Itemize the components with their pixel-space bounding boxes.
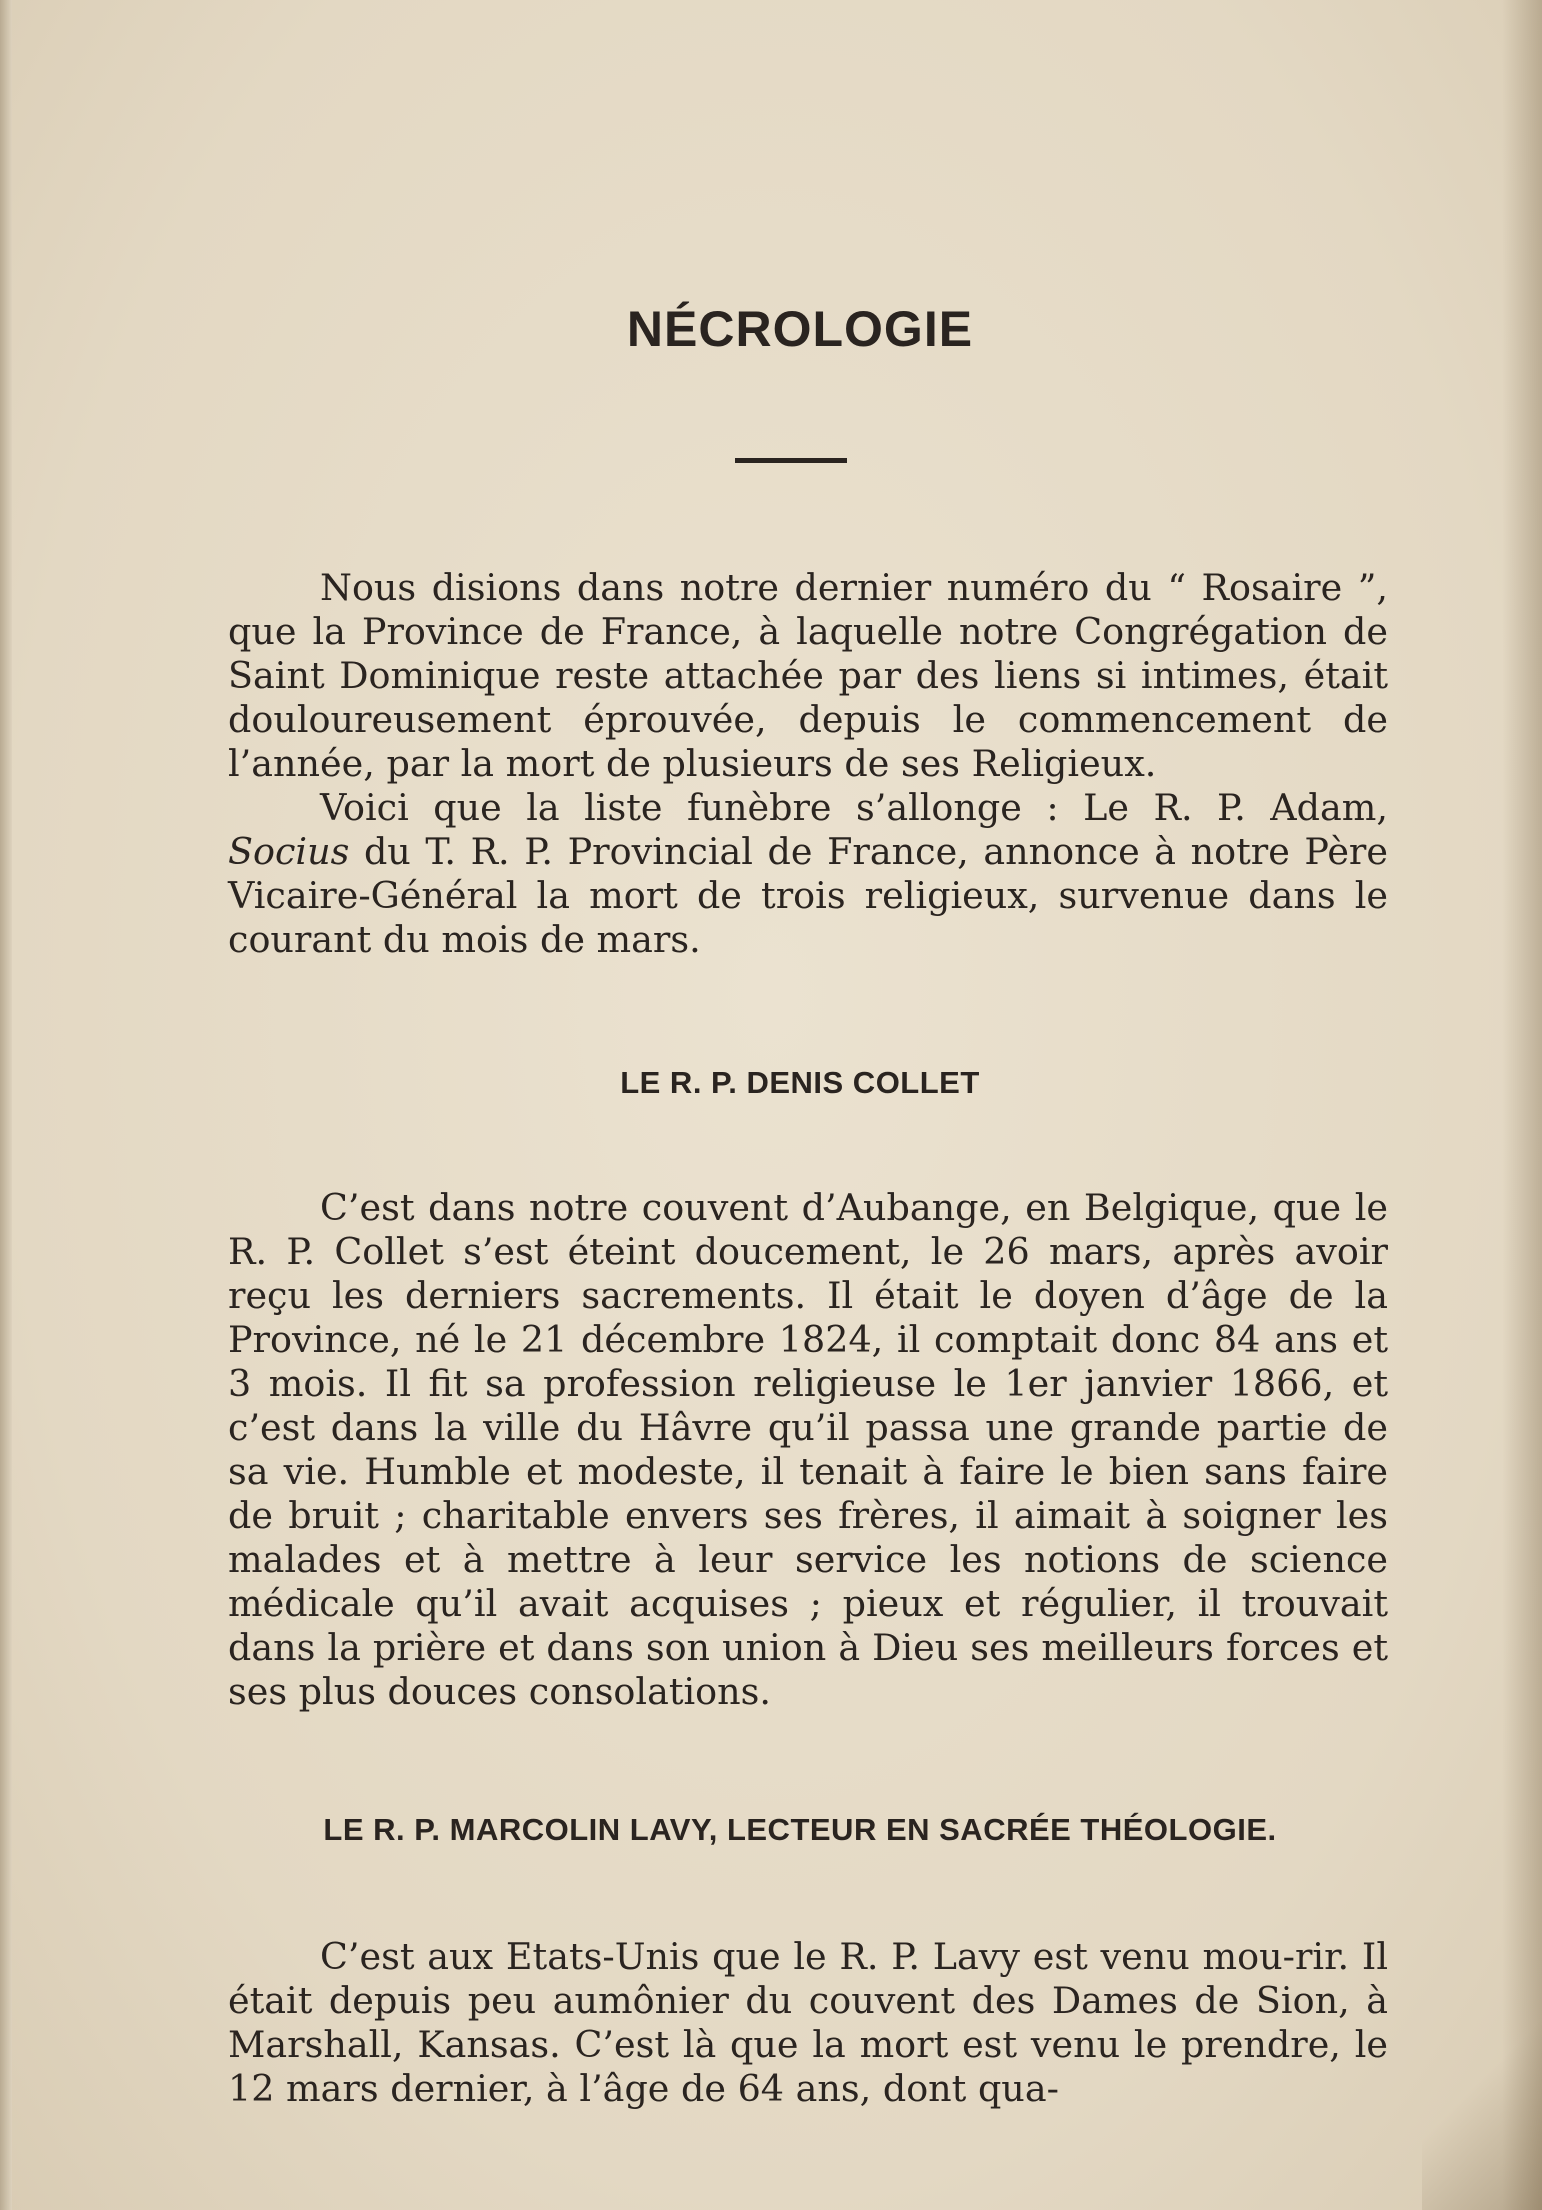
title-rule bbox=[735, 458, 847, 463]
page-corner-shadow bbox=[1422, 2010, 1542, 2210]
intro-p2-rest: du T. R. P. Provincial de France, annonce à notre Père Vicaire-Général la mort de trois religieux, survenue dans le courant du mois de mars. bbox=[228, 830, 1388, 961]
socius-word: Socius bbox=[228, 830, 350, 873]
page-title: NÉCROLOGIE bbox=[626, 301, 974, 357]
section-heading-collet: LE R. P. DENIS COLLET bbox=[620, 1065, 980, 1100]
section-heading-lavy: LE R. P. MARCOLIN LAVY, LECTEUR EN SACRÉE THÉOLOGIE. bbox=[323, 1812, 1277, 1847]
intro-p2-start: Voici que la liste funèbre s’allonge : Le R. P. Adam, bbox=[320, 786, 1388, 829]
intro-paragraph-2 bbox=[228, 786, 1388, 962]
intro-paragraph-1: Nous disions dans notre dernier numéro du “ Rosaire ”, que la Province de France, à laquelle notre Congrégation de Saint Dominique reste attachée par des liens si intimes, était douloureusement éprouvée, depuis le commencement de l’année, par la mort de plusieurs de ses Religieux. bbox=[228, 566, 1388, 785]
section-text-lavy: C’est aux Etats-Unis que le R. P. Lavy est venu mou-rir. Il était depuis peu aumônier du couvent des Dames de Sion, à Marshall, Kansas. C’est là que la mort est venu le prendre, le 12 mars dernier, à l’âge de 64 ans, dont qua- bbox=[228, 1935, 1388, 2110]
section-text-collet: C’est dans notre couvent d’Aubange, en Belgique, que le R. P. Collet s’est éteint doucement, le 26 mars, après avoir reçu les derniers sacrements. Il était le doyen d’âge de la Province, né le 21 décembre 1824, il comptait donc 84 ans et 3 mois. Il fit sa profession religieuse le 1er janvier 1866, et c’est dans la ville du Hâvre qu’il passa une grande partie de sa vie. Humble et modeste, il tenait à faire le bien sans faire de bruit ; charitable envers ses frères, il aimait à soigner les malades et à mettre à leur service les notions de science médicale qu’il avait acquises ; pieux et régulier, il trouvait dans la prière et dans son union à Dieu ses meilleurs forces et ses plus douces consolations. bbox=[228, 1186, 1388, 1713]
